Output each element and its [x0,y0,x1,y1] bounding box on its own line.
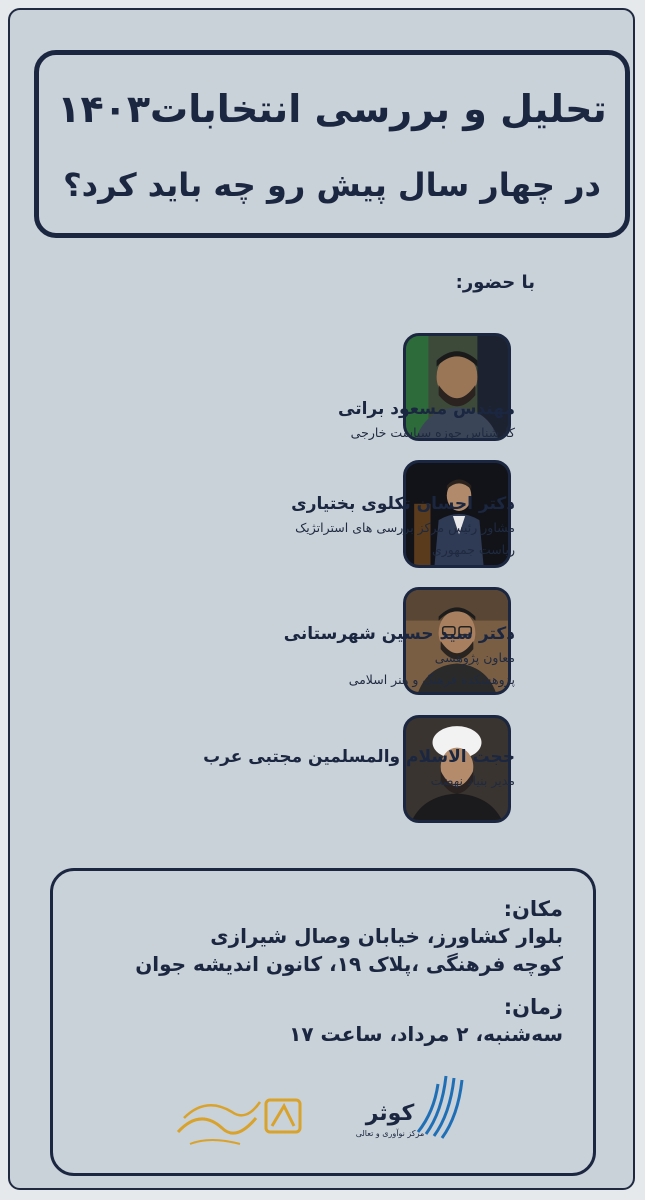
speaker-4-role: مدیر بنیاد نهضت [430,773,515,788]
speaker-2-role-line2: ریاست جمهوری [431,542,515,557]
title-box [34,50,630,238]
kowsar-logo-subtext: مرکز نوآوری و تعالی [355,1129,425,1138]
kowsar-logo-icon [350,1072,470,1144]
speaker-1-name: مهندس مسعود براتی [338,399,515,419]
speaker-2-name: دکتر احسان تکلوی بختیاری [291,494,515,514]
speaker-4 [35,744,515,792]
speaker-1 [35,396,515,444]
time-line1: سه‌شنبه، ۲ مرداد، ساعت ۱۷ [289,1022,563,1046]
speaker-3-name: دکتر سید حسین شهرستانی [283,624,515,644]
speaker-2-role-line1: مشاور رئیس مرکز بررسی های استراتژیک [295,520,515,535]
speaker-4-name: حجت الاسلام والمسلمین مجتبی عرب [203,747,515,767]
page-title: تحلیل و بررسی انتخابات۱۴۰۳ [57,87,607,131]
kanoon-logo-icon [170,1088,310,1158]
speaker-1-role: کارشناس حوزه سیاست خارجی [350,425,515,440]
presence-label: با حضور: [455,272,535,293]
speaker-3-role-line1: معاون پژوهشی [434,650,515,665]
kanoon-logo [170,1088,310,1158]
venue-block [135,896,563,978]
venue-label: مکان: [503,897,563,921]
speaker-2 [35,491,515,561]
time-label: زمان: [503,995,563,1019]
page-subtitle: در چهار سال پیش رو چه باید کرد؟ [63,166,601,204]
speaker-3 [35,621,515,691]
venue-line2: کوچه فرهنگی ،پلاک ۱۹، کانون اندیشه جوان [135,952,563,976]
time-block [289,994,563,1048]
kowsar-logo-text: کوثر [365,1101,415,1126]
venue-line1: بلوار کشاورز، خیابان وصال شیرازی [210,924,563,948]
kowsar-logo [350,1072,470,1144]
speaker-3-role-line2: پژوهشکده فرهنگ و هنر اسلامی [348,672,515,687]
